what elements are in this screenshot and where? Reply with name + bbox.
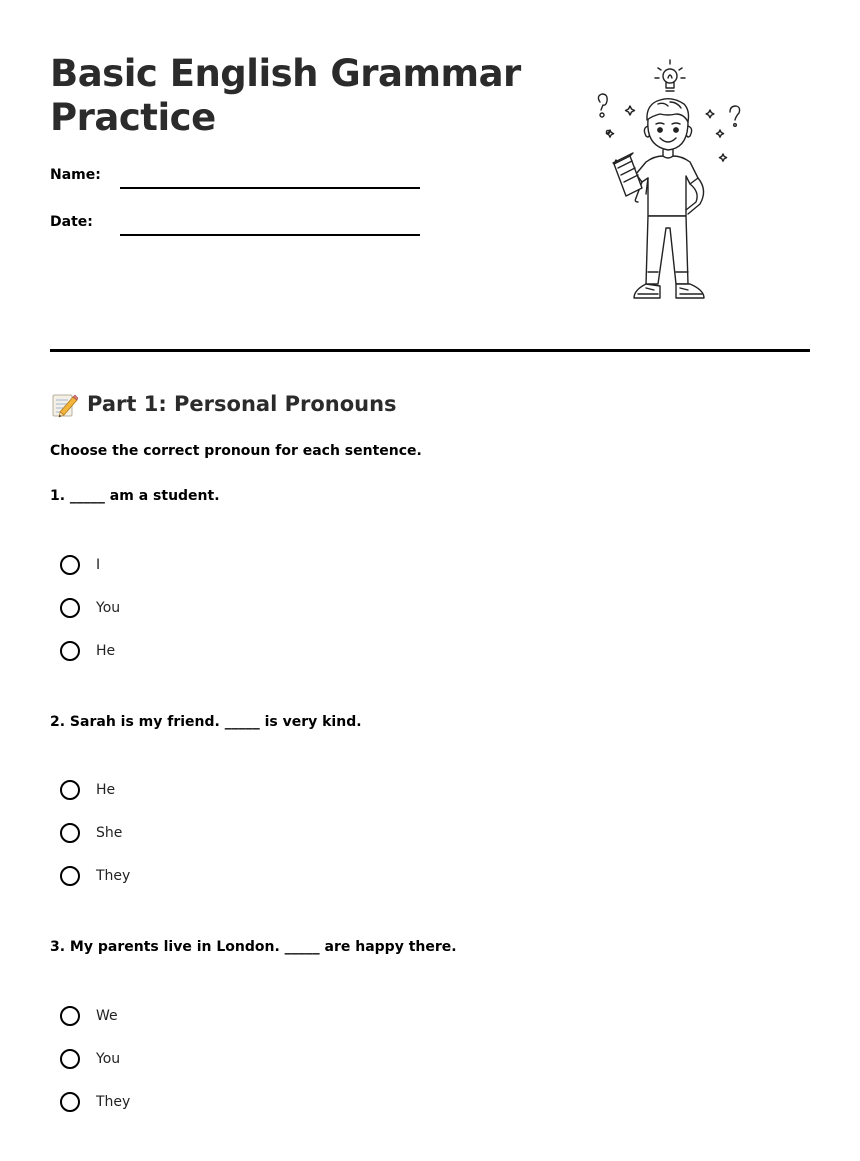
- radio-button[interactable]: [60, 823, 80, 843]
- thought-bubble-icon: [598, 94, 609, 134]
- radio-button[interactable]: [60, 641, 80, 661]
- question-3: 3. My parents live in London. _____ are happy there.: [50, 939, 457, 955]
- q3-option-1[interactable]: [60, 1004, 118, 1028]
- part1-heading: [50, 388, 397, 420]
- q2-option-2[interactable]: [60, 821, 122, 845]
- radio-button[interactable]: [60, 555, 80, 575]
- radio-button[interactable]: [60, 780, 80, 800]
- option-label: You: [96, 600, 121, 616]
- option-label: He: [96, 643, 116, 659]
- q1-option-1[interactable]: [60, 553, 100, 577]
- radio-button[interactable]: [60, 1049, 80, 1069]
- option-label: He: [96, 782, 116, 798]
- option-label: I: [96, 557, 101, 573]
- q3-option-2[interactable]: [60, 1047, 120, 1071]
- radio-button[interactable]: [60, 866, 80, 886]
- worksheet-title: [50, 52, 550, 140]
- book-icon: [614, 153, 642, 196]
- date-field-line[interactable]: [120, 234, 420, 236]
- title-line-1: Basic English Grammar: [50, 52, 521, 95]
- q2-option-1[interactable]: [60, 778, 115, 802]
- radio-button[interactable]: [60, 1006, 80, 1026]
- option-label: They: [96, 1094, 131, 1110]
- radio-button[interactable]: [60, 598, 80, 618]
- name-field-line[interactable]: [120, 187, 420, 189]
- radio-button[interactable]: [60, 1092, 80, 1112]
- date-label: Date:: [50, 214, 93, 230]
- boy-reading-illustration: [580, 58, 755, 310]
- q3-option-3[interactable]: [60, 1090, 130, 1114]
- section-divider: [50, 349, 810, 352]
- part1-heading-text: Part 1: Personal Pronouns: [87, 392, 397, 416]
- title-line-2: Practice: [50, 96, 216, 139]
- q1-option-2[interactable]: [60, 596, 120, 620]
- lightbulb-icon: [655, 60, 685, 91]
- option-label: She: [96, 825, 123, 841]
- q1-option-3[interactable]: [60, 639, 115, 663]
- name-label: Name:: [50, 167, 101, 183]
- option-label: You: [96, 1051, 121, 1067]
- part1-instruction: Choose the correct pronoun for each sentence.: [50, 443, 422, 459]
- option-label: We: [96, 1008, 118, 1024]
- memo-icon: [50, 390, 78, 418]
- q2-option-3[interactable]: [60, 864, 130, 888]
- question-2: 2. Sarah is my friend. _____ is very kind.: [50, 714, 362, 730]
- question-1: 1. _____ am a student.: [50, 488, 220, 504]
- option-label: They: [96, 868, 131, 884]
- question-mark-icon: [730, 106, 740, 126]
